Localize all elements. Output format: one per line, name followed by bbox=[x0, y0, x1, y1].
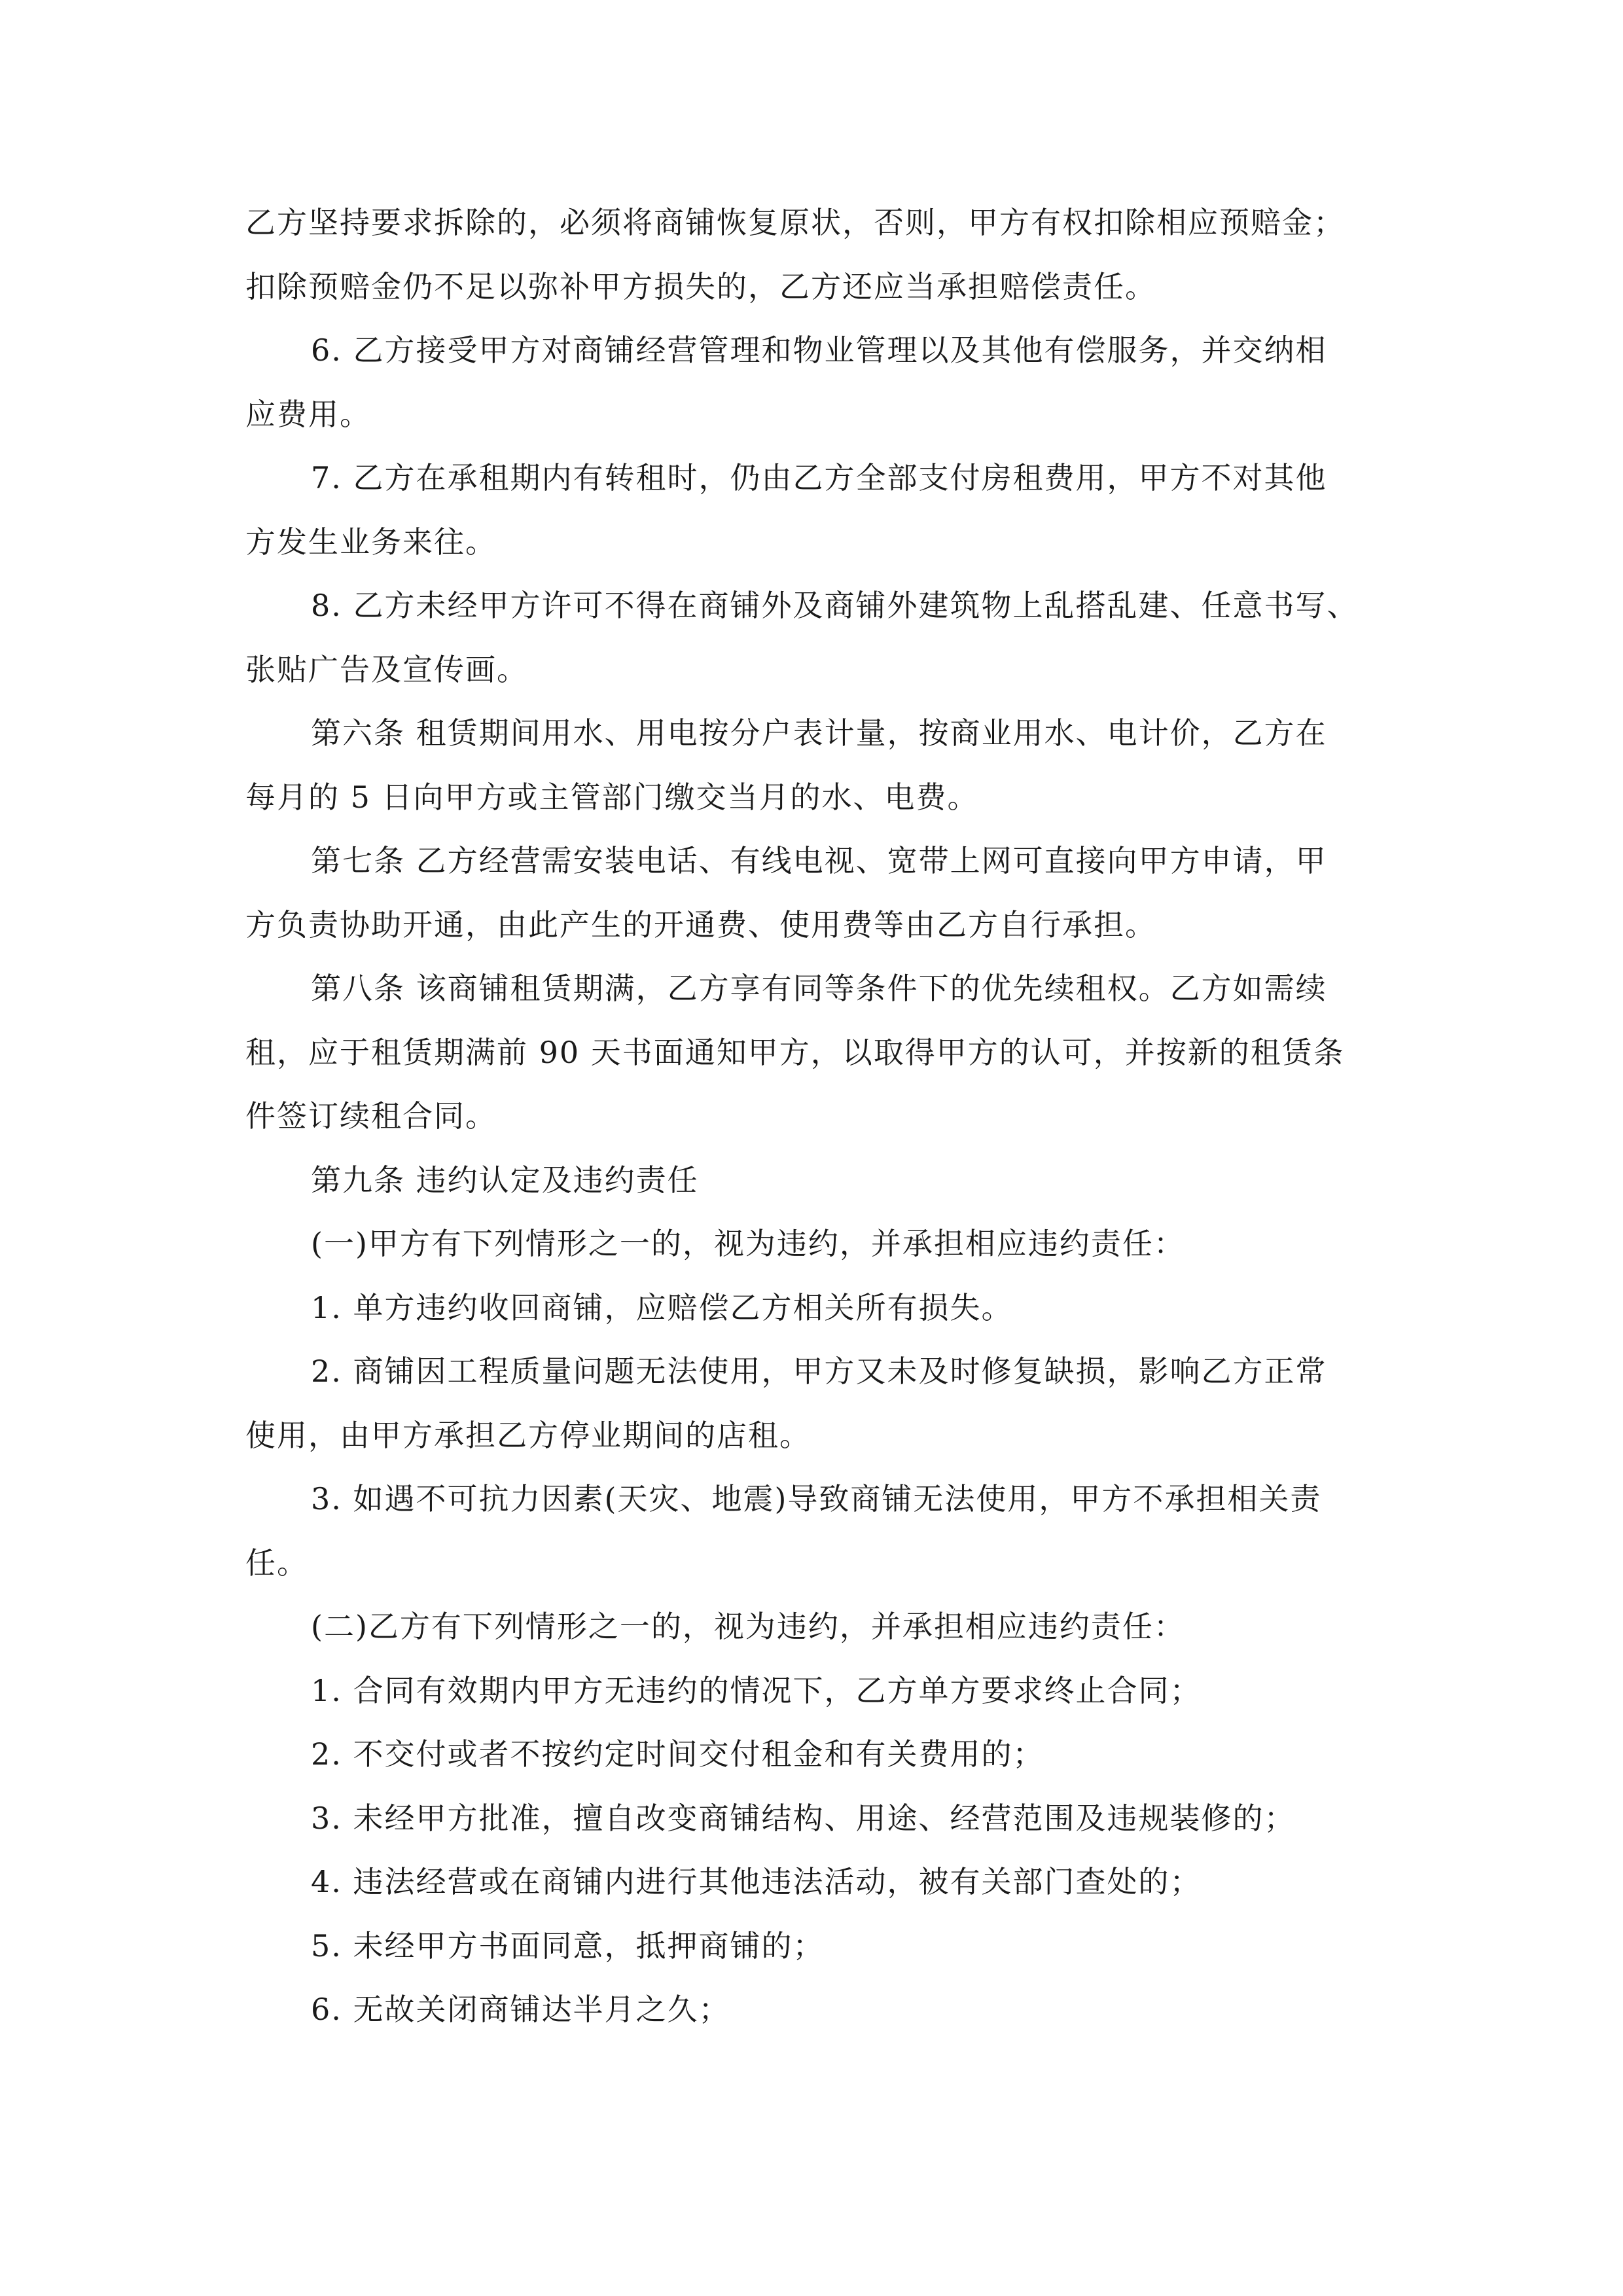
party-b-item-2: 2. 不交付或者不按约定时间交付租金和有关费用的； bbox=[311, 1736, 1044, 1772]
text-line: 扣除预赔金仍不足以弥补甲方损失的，乙方还应当承担赔偿责任。 bbox=[245, 268, 1156, 304]
text-line: 方发生业务来往。 bbox=[245, 524, 497, 560]
party-a-item-2: 2. 商铺因工程质量问题无法使用，甲方又未及时修复缺损，影响乙方正常 bbox=[311, 1354, 1327, 1389]
clause-item-5-6: 6. 乙方接受甲方对商铺经营管理和物业管理以及其他有偿服务，并交纳相 bbox=[311, 332, 1327, 368]
party-b-item-3: 3. 未经甲方批准，擅自改变商铺结构、用途、经营范围及违规装修的； bbox=[311, 1800, 1296, 1836]
document-page bbox=[245, 191, 1407, 2042]
party-b-item-6: 6. 无故关闭商铺达半月之久； bbox=[311, 1992, 730, 2027]
text-line: 每月的 5 日向甲方或主管部门缴交当月的水、电费。 bbox=[245, 779, 979, 815]
text-line: 方负责协助开通，由此产生的开通费、使用费等由乙方自行承担。 bbox=[245, 906, 1156, 942]
clause-item-5-8: 8. 乙方未经甲方许可不得在商铺外及商铺外建筑物上乱搭乱建、任意书写、 bbox=[311, 588, 1359, 623]
party-a-item-3: 3. 如遇不可抗力因素(天灾、地震)导致商铺无法使用，甲方不承担相关责 bbox=[311, 1481, 1322, 1516]
text-line: 任。 bbox=[245, 1545, 308, 1581]
text-line: 件签订续租合同。 bbox=[245, 1098, 497, 1134]
article-9-heading: 第九条 违约认定及违约责任 bbox=[311, 1162, 699, 1198]
text-line: 租，应于租赁期满前 90 天书面通知甲方，以取得甲方的认可，并按新的租赁条 bbox=[245, 1034, 1345, 1070]
article-7: 第七条 乙方经营需安装电话、有线电视、宽带上网可直接向甲方申请，甲 bbox=[311, 843, 1327, 878]
text-line: 使用，由甲方承担乙方停业期间的店租。 bbox=[245, 1417, 811, 1453]
clause-item-5-7: 7. 乙方在承租期内有转租时，仍由乙方全部支付房租费用，甲方不对其他 bbox=[311, 460, 1327, 495]
text-line: 张贴广告及宣传画。 bbox=[245, 651, 528, 687]
article-6: 第六条 租赁期间用水、用电按分户表计量，按商业用水、电计价，乙方在 bbox=[311, 715, 1327, 751]
text-line: 乙方坚持要求拆除的，必须将商铺恢复原状，否则，甲方有权扣除相应预赔金； bbox=[245, 205, 1345, 240]
party-b-item-1: 1. 合同有效期内甲方无违约的情况下，乙方单方要求终止合同； bbox=[311, 1672, 1202, 1708]
section-party-a-heading: (一)甲方有下列情形之一的，视为违约，并承担相应违约责任： bbox=[311, 1226, 1185, 1261]
section-party-b-heading: (二)乙方有下列情形之一的，视为违约，并承担相应违约责任： bbox=[311, 1609, 1185, 1644]
party-a-item-1: 1. 单方违约收回商铺，应赔偿乙方相关所有损失。 bbox=[311, 1289, 1013, 1325]
text-line: 应费用。 bbox=[245, 396, 371, 432]
party-b-item-4: 4. 违法经营或在商铺内进行其他违法活动，被有关部门查处的； bbox=[311, 1864, 1202, 1899]
party-b-item-5: 5. 未经甲方书面同意，抵押商铺的； bbox=[311, 1928, 825, 1964]
article-8: 第八条 该商铺租赁期满，乙方享有同等条件下的优先续租权。乙方如需续 bbox=[311, 971, 1327, 1006]
